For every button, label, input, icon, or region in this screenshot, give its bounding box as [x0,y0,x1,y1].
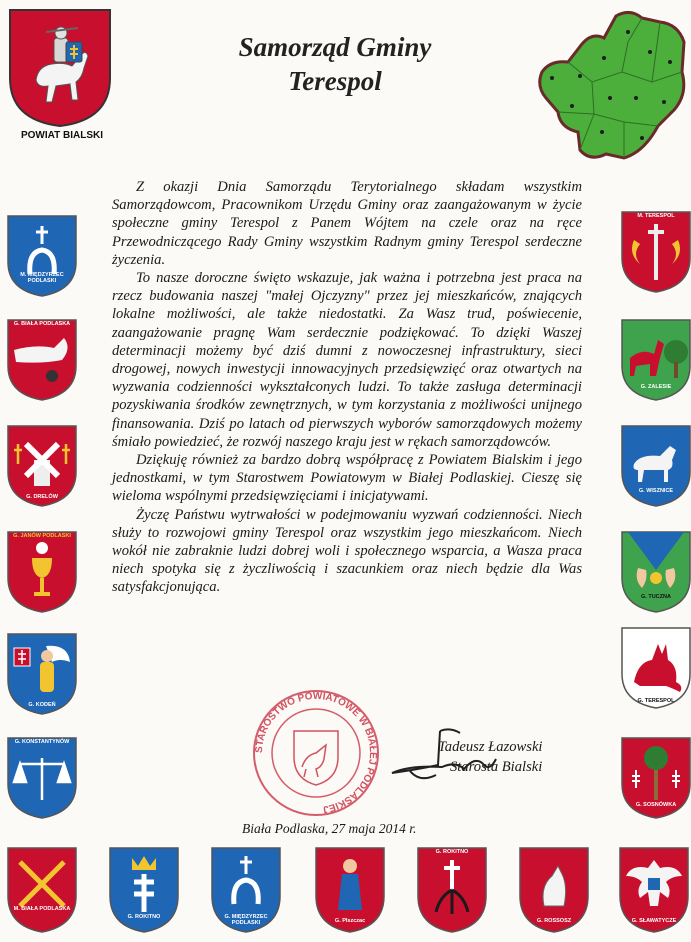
crest-label: G. JANÓW PODLASKI [13,533,71,539]
crest-label: G. DRELÓW [26,494,58,500]
crest-right-4 [620,530,691,614]
crest-label: G. PIszczac [334,918,366,924]
crest-label: M. BIAŁA PODLASKA [13,906,71,912]
crest-left-4 [6,530,78,614]
crest-left-5 [6,632,78,716]
crest-bottom-3 [210,846,282,934]
crest-bottom-1 [6,846,78,934]
crest-label: G. SOSNÓWKA [635,802,677,808]
map-icon [532,2,690,167]
letter-paragraph: Z okazji Dnia Samorządu Terytorialnego składam wszystkim Samorządowcom, Pracownikom Urzędu Gminy oraz zaangażowanym w życie społeczne gminy Terespol z Panem Wójtem na czele oraz na ręce Przewodniczącego Rady Gminy wszystkim Radnym gminy Terespol serdeczne życzenia. [112,179,582,268]
crest-left-2 [6,318,78,402]
letter-paragraph: Dziękuję również za bardzo dobrą współpracę z Powiatem Bialskim i jego jednostkami, w tym Starostwem Powiatowym w Białej Podlaskiej. Cieszę się wieloma wspólnymi przedsięwzięciami i inicjatywami. [112,452,582,505]
crest-right-2 [620,318,691,402]
crest-label: M. TERESPOL [637,213,675,219]
crest-bottom-7 [618,846,690,934]
crest-label: G. TUCZNA [641,594,671,600]
crest-label: G. KODEŃ [28,702,56,708]
crest-right-6 [620,736,691,820]
stamp-seal-icon [244,687,388,817]
crest-right-3 [620,424,691,508]
crest-right-1 [620,210,691,294]
title-line-1: Samorząd Gminy [238,32,432,62]
powiat-label: POWIAT BIALSKI [20,130,104,141]
crest-label: M. MIĘDZYRZEC PODLASKI [20,272,64,284]
crest-bottom-5 [416,846,488,934]
letter-body [112,178,582,597]
crest-label: G. ROKITNO [127,914,161,920]
crest-bottom-6 [518,846,590,934]
crest-label: G. BIAŁA PODLASKA [13,321,71,327]
letter-paragraph: Życzę Państwu wytrwałości w podejmowaniu wyzwań codzienności. Niech służy to rozwojowi gminy Terespol oraz wszystkim jego mieszkańcom. Niech wokół nie zabraknie ludzi dobrej woli i społecznego wsparcia, a Wasza praca niech spotyka się z życzliwością i szacunkiem oraz niech będzie dla Was satysfakcjonująca. [112,506,582,596]
crest-label: G. ROKITNO [435,849,469,855]
place-date: Biała Podlaska, 27 maja 2014 r. [242,821,417,836]
letter-paragraph: To nasze doroczne święto wskazuje, jak ważna i potrzebna jest praca na rzecz budowania naszej "małej Ojczyzny" przez jej mieszkańców, znających lokalne możliwości, ale także niedostatki. Za Wasz trud, poświecenie, zaangażowanie pragnę Wam serdecznie podziękować. To dzięki Waszej determinacji możemy być dziś dumni z nowoczesnej infrastruktury, sieci drogowej, nowych inwestycji innowacyjnych przedsięwzięć oraz otwartych na wyzwania codzienności wykształconych ludzi. To także zasługa determinacji pozyskiwania środków zewnętrznych, w tym korzystania z możliwości unijnego finansowania. Dziś po latach od pierwszych wyborów samorządowych możemy śmiało powiedzieć, że rozwój naszego kraju jest w rękach samorządowców. [112,270,582,450]
crest-label: G. TERESPOL [637,698,675,704]
crest-left-1 [6,214,78,298]
crest-label: G. SŁAWATYCZE [631,918,677,924]
crest-label: G. KONSTANTYNÓW [14,739,70,745]
crest-label: G. MIĘDZYRZEC PODLASKI [224,914,268,926]
crest-left-3 [6,424,78,508]
powiat-crest [8,8,112,128]
signature-block [438,737,588,777]
crest-label: G. ROSSOSZ [536,918,572,924]
knight-horse-icon [8,8,112,128]
signatory-name: Tadeusz Łazowski [438,739,543,755]
crest-label: G. WISZNICE [638,488,674,494]
crest-right-5 [620,626,691,710]
crest-left-6 [6,736,78,820]
signatory-role: Starosta Bialski [450,759,543,775]
stamp-text: STAROSTWO POWIATOWE W BIAŁEJ PODLASKIEJ [253,690,379,815]
crest-label: G. ZALESIE [640,384,672,390]
crest-bottom-2 [108,846,180,934]
title-line-2: Terespol [288,66,382,96]
crest-bottom-4 [314,846,386,934]
page-title [200,30,470,98]
district-map [532,2,690,167]
official-stamp [244,687,388,817]
